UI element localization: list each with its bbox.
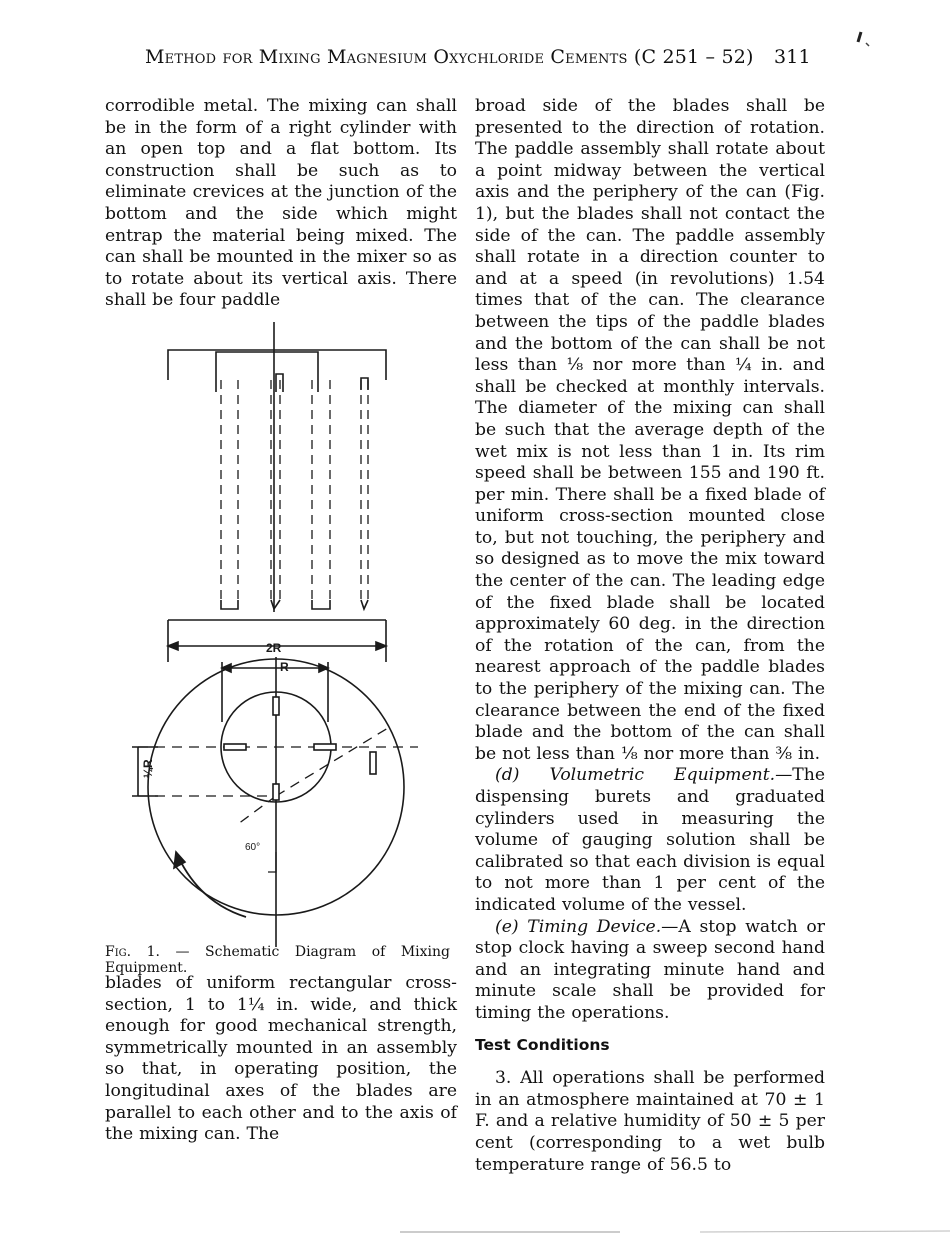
body-paragraph: corrodible metal. The mixing can shall be in the form of a right cylinder with an open top and a flat bottom. Its construction shall be such as to eliminate crevices at the junction of the bottom and the side which might entrap the material being mixed. The can shall be mounted in the mixer so as to rotate about its vertical axis. There shall be four paddle	[105, 96, 457, 311]
label-sixty-degrees: 60°	[245, 842, 261, 853]
caption-text: — Schematic Diagram of Mixing Equipment.	[105, 944, 450, 976]
paddle-blade-plan-bottom	[273, 784, 279, 800]
subsection-e-title: (e) Timing Device.	[495, 916, 662, 937]
caption-label: Fig. 1.	[105, 944, 160, 960]
fixed-blade-plan	[370, 752, 376, 774]
body-paragraph: broad side of the blades shall be presented to the direction of rotation. The paddle assembly shall rotate about a point midway between the vertical axis and the periphery of the can (Fig. 1), but the blades shall not contact the side of the can. The paddle assembly shall rotate in a direction counter to and at a speed (in revolutions) 1.54 times that of the can. The clearance between the tips of the paddle blades and the bottom of the can shall be not less than ⅛ nor more than ¼ in. and shall be checked at monthly intervals. The diameter of the mixing can shall be such that the average depth of the wet mix is not less than 1 in. Its rim speed shall be between 155 and 190 ft. per min. There shall be a fixed blade of uniform cross-section mounted close to, but not touching, the periphery and so designed as to move the mix toward the center of the can. The leading edge of the fixed blade shall be located approximately 60 deg. in the direction of the rotation of the can, from the nearest approach of the paddle blades to the periphery of the mixing can. The clearance between the end of the fixed blade and the bottom of the can shall be not less than ⅛ nor more than ⅜ in.	[475, 96, 825, 764]
subsection-d-title: (d) Volumetric Equipment.	[495, 765, 776, 786]
page-header	[145, 46, 835, 68]
paddle-blade-plan-right	[314, 744, 336, 750]
mixing-equipment-diagram	[128, 322, 428, 947]
angle-arc	[268, 852, 276, 872]
right-column	[475, 96, 825, 1176]
left-column-top	[105, 96, 457, 312]
subsection-e	[475, 917, 825, 1025]
subsection-d	[475, 765, 825, 916]
label-r: R	[280, 660, 289, 674]
section-heading-test-conditions: Test Conditions	[475, 1035, 610, 1054]
can-body-elevation	[168, 380, 386, 620]
rotation-arrow	[176, 852, 246, 917]
body-paragraph: 3. All operations shall be performed in an atmosphere maintained at 70 ± 1 F. and a relative humidity of 50 ± 5 per cent (corresponding to a wet bulb temperature range of 56.5 to	[475, 1068, 825, 1175]
subsection-e-text: —A stop watch or stop clock having a sweep second hand and an integrating minute hand and minute scale shall be provided for timing the operations.	[475, 916, 825, 1023]
subsection-d-text: —The dispensing burets and graduated cylinders used in measuring the volume of gauging solution shall be calibrated so that each division is equal to not more than 1 per cent of the indicated volume of the vessel.	[475, 765, 825, 915]
label-2r: 2R	[266, 641, 282, 655]
label-quarter-r: ¼R	[141, 759, 155, 778]
figure-caption	[105, 944, 450, 976]
scan-artifact-bottom-line	[0, 1222, 950, 1242]
left-column-bottom	[105, 973, 457, 1146]
paddle-assembly-top	[216, 352, 318, 392]
body-paragraph: blades of uniform rectangular cross-section, 1 to 1¼ in. wide, and thick enough for good mechanical strength, symmetrically mounted in an assembly so that, in operating position, the longitudinal axes of the blades are parallel to each other and to the axis of the mixing can. The	[105, 973, 457, 1145]
paddle-blade-plan-left	[224, 744, 246, 750]
can-elevation-outline	[168, 350, 386, 380]
sixty-degree-ray-lower	[238, 796, 276, 824]
paddle-blade-plan-top	[273, 697, 279, 715]
scan-artifact-top-right	[855, 28, 875, 48]
page-number: 311	[773, 46, 811, 68]
running-title: Method for Mixing Magnesium Oxychloride Cements (C 251 – 52)	[145, 46, 754, 68]
